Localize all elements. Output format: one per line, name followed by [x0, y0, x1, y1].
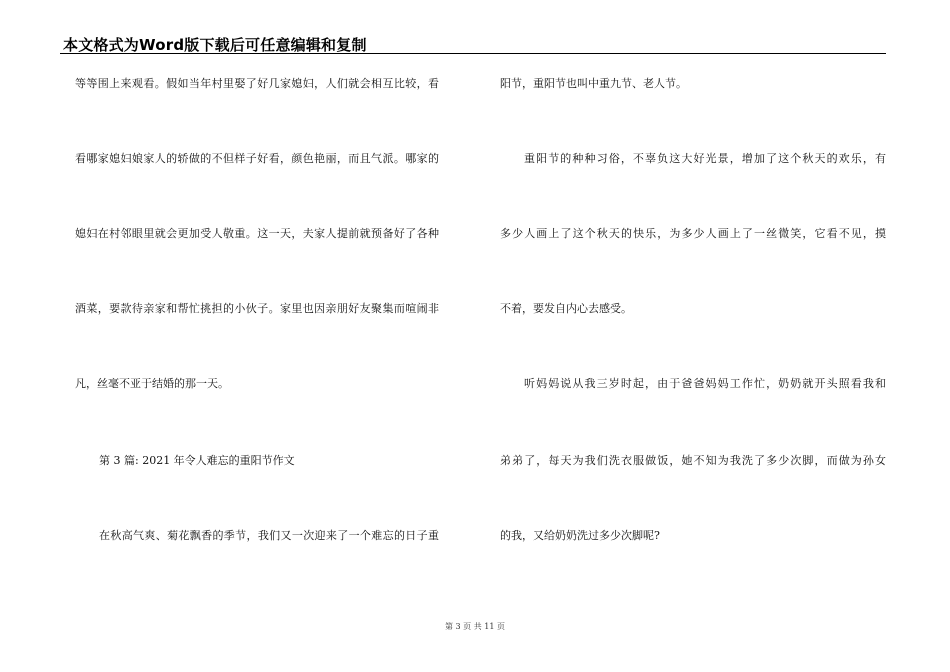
page-number: 第 3 页 共 11 页 — [445, 622, 505, 631]
text-line: 的我，又给奶奶洗过多少次脚呢? — [500, 529, 660, 542]
text-line: 听妈妈说从我三岁时起，由于爸爸妈妈工作忙，奶奶就开头照看我和 — [524, 377, 886, 390]
text-line: 阳节，重阳节也叫中重九节、老人节。 — [500, 77, 687, 90]
text-line: 看哪家媳妇娘家人的轿做的不但样子好看，颜色艳丽，而且气派。哪家的 — [75, 152, 439, 165]
text-line: 弟弟了，每天为我们洗衣服做饭，她不知为我洗了多少次脚，而做为孙女 — [500, 454, 886, 467]
text-line: 等等围上来观看。假如当年村里娶了好几家媳妇，人们就会相互比较，看 — [75, 77, 439, 90]
header-title: 本文格式为Word版下载后可任意编辑和复制 — [63, 36, 367, 54]
text-line: 凡，丝毫不亚于结婚的那一天。 — [75, 377, 229, 390]
text-line: 媳妇在村邻眼里就会更加受人敬重。这一天，夫家人提前就预备好了各种 — [75, 227, 439, 240]
text-line: 不着，要发自内心去感受。 — [500, 302, 632, 315]
text-line: 重阳节的种种习俗，不辜负这大好光景，增加了这个秋天的欢乐，有 — [524, 152, 886, 165]
text-line: 酒菜，要款待亲家和帮忙挑担的小伙子。家里也因亲朋好友聚集而喧闹非 — [75, 302, 439, 315]
text-line: 在秋高气爽、菊花飘香的季节，我们又一次迎来了一个难忘的日子重 — [99, 529, 439, 542]
text-line: 多少人画上了这个秋天的快乐，为多少人画上了一丝微笑，它看不见，摸 — [500, 227, 886, 240]
section-heading: 第 3 篇: 2021 年令人难忘的重阳节作文 — [99, 454, 295, 467]
header-divider — [60, 53, 886, 54]
